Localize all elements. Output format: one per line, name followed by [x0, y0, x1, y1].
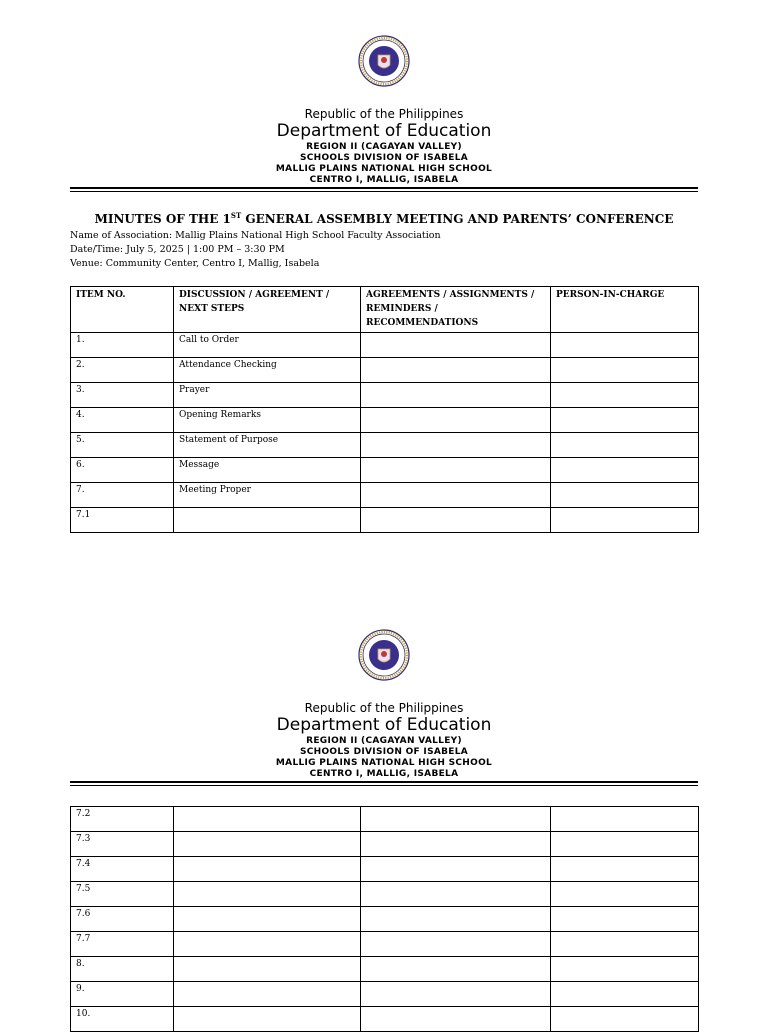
- person-cell: [551, 882, 699, 907]
- person-cell: [551, 857, 699, 882]
- item-no: 3.: [71, 383, 174, 408]
- republic-label: Republic of the Philippines: [304, 107, 464, 121]
- division-label: SCHOOLS DIVISION OF ISABELA: [299, 747, 469, 757]
- person-cell: [551, 982, 699, 1007]
- table-row: [71, 408, 699, 433]
- agreements-cell: [361, 508, 551, 533]
- header-divider-thin: [70, 785, 698, 786]
- person-cell: [551, 333, 699, 358]
- agreements-cell: [361, 982, 551, 1007]
- discussion-cell: Message: [174, 458, 361, 483]
- item-no: 7.2: [71, 807, 174, 832]
- deped-seal-icon: [358, 629, 410, 681]
- agreements-cell: [361, 458, 551, 483]
- item-no: 7.1: [71, 508, 174, 533]
- discussion-cell: [174, 832, 361, 857]
- venue-line: Venue: Community Center, Centro I, Mallig, Isabela: [70, 258, 320, 269]
- agreements-cell: [361, 807, 551, 832]
- minutes-table-continued: [70, 806, 699, 1032]
- item-no: 8.: [71, 957, 174, 982]
- table-row: [71, 882, 699, 907]
- header-person-in-charge: PERSON-IN-CHARGE: [551, 287, 699, 333]
- item-no: 7.6: [71, 907, 174, 932]
- person-cell: [551, 483, 699, 508]
- table-row: [71, 483, 699, 508]
- person-cell: [551, 408, 699, 433]
- region-label: REGION II (CAGAYAN VALLEY): [306, 142, 462, 152]
- discussion-cell: Prayer: [174, 383, 361, 408]
- person-cell: [551, 832, 699, 857]
- table-row: [71, 1007, 699, 1032]
- header-divider: [70, 781, 698, 783]
- agreements-cell: [361, 333, 551, 358]
- person-cell: [551, 383, 699, 408]
- agreements-cell: [361, 358, 551, 383]
- item-no: 7.5: [71, 882, 174, 907]
- association-line: Name of Association: Mallig Plains National High School Faculty Association: [70, 230, 441, 241]
- deped-seal-icon: [358, 35, 410, 87]
- discussion-cell: [174, 508, 361, 533]
- republic-label: Republic of the Philippines: [304, 701, 464, 715]
- agreements-cell: [361, 957, 551, 982]
- person-cell: [551, 957, 699, 982]
- datetime-line: Date/Time: July 5, 2025 | 1:00 PM – 3:30 PM: [70, 244, 285, 255]
- person-cell: [551, 932, 699, 957]
- table-row: [71, 333, 699, 358]
- discussion-cell: [174, 857, 361, 882]
- agreements-cell: [361, 857, 551, 882]
- person-cell: [551, 458, 699, 483]
- agreements-cell: [361, 383, 551, 408]
- item-no: 5.: [71, 433, 174, 458]
- person-cell: [551, 1007, 699, 1032]
- person-cell: [551, 358, 699, 383]
- table-row: [71, 508, 699, 533]
- table-row: [71, 832, 699, 857]
- table-header-row: [71, 287, 699, 333]
- item-no: 7.: [71, 483, 174, 508]
- table-row: [71, 932, 699, 957]
- discussion-cell: [174, 807, 361, 832]
- discussion-cell: [174, 932, 361, 957]
- item-no: 7.4: [71, 857, 174, 882]
- agreements-cell: [361, 433, 551, 458]
- table-row: [71, 458, 699, 483]
- address-label: CENTRO I, MALLIG, ISABELA: [309, 769, 459, 779]
- division-label: SCHOOLS DIVISION OF ISABELA: [299, 153, 469, 163]
- table-row: [71, 857, 699, 882]
- header-divider-thin: [70, 191, 698, 192]
- table-row: [71, 383, 699, 408]
- header-divider: [70, 187, 698, 189]
- header-discussion: DISCUSSION / AGREEMENT / NEXT STEPS: [174, 287, 361, 333]
- person-cell: [551, 907, 699, 932]
- item-no: 4.: [71, 408, 174, 433]
- person-cell: [551, 508, 699, 533]
- region-label: REGION II (CAGAYAN VALLEY): [306, 736, 462, 746]
- discussion-cell: Statement of Purpose: [174, 433, 361, 458]
- table-row: [71, 957, 699, 982]
- table-row: [71, 358, 699, 383]
- agreements-cell: [361, 408, 551, 433]
- header-agreements: AGREEMENTS / ASSIGNMENTS / REMINDERS / RECOMMENDATIONS: [361, 287, 551, 333]
- discussion-cell: [174, 907, 361, 932]
- department-title: Department of Education: [276, 121, 492, 141]
- discussion-cell: Opening Remarks: [174, 408, 361, 433]
- item-no: 10.: [71, 1007, 174, 1032]
- item-no: 7.3: [71, 832, 174, 857]
- discussion-cell: [174, 1007, 361, 1032]
- agreements-cell: [361, 1007, 551, 1032]
- agreements-cell: [361, 882, 551, 907]
- discussion-cell: [174, 882, 361, 907]
- department-title: Department of Education: [276, 715, 492, 735]
- discussion-cell: Attendance Checking: [174, 358, 361, 383]
- document-title: MINUTES OF THE 1ST GENERAL ASSEMBLY MEETING AND PARENTS’ CONFERENCE: [94, 211, 674, 226]
- discussion-cell: Meeting Proper: [174, 483, 361, 508]
- discussion-cell: [174, 982, 361, 1007]
- agreements-cell: [361, 832, 551, 857]
- agreements-cell: [361, 907, 551, 932]
- person-cell: [551, 433, 699, 458]
- item-no: 1.: [71, 333, 174, 358]
- item-no: 2.: [71, 358, 174, 383]
- agreements-cell: [361, 932, 551, 957]
- item-no: 7.7: [71, 932, 174, 957]
- item-no: 6.: [71, 458, 174, 483]
- school-label: MALLIG PLAINS NATIONAL HIGH SCHOOL: [275, 164, 493, 174]
- header-item-no: ITEM NO.: [71, 287, 174, 333]
- table-row: [71, 433, 699, 458]
- agreements-cell: [361, 483, 551, 508]
- person-cell: [551, 807, 699, 832]
- discussion-cell: [174, 957, 361, 982]
- table-row: [71, 982, 699, 1007]
- minutes-table: [70, 286, 699, 533]
- table-row: [71, 907, 699, 932]
- item-no: 9.: [71, 982, 174, 1007]
- table-row: [71, 807, 699, 832]
- address-label: CENTRO I, MALLIG, ISABELA: [309, 175, 459, 185]
- discussion-cell: Call to Order: [174, 333, 361, 358]
- school-label: MALLIG PLAINS NATIONAL HIGH SCHOOL: [275, 758, 493, 768]
